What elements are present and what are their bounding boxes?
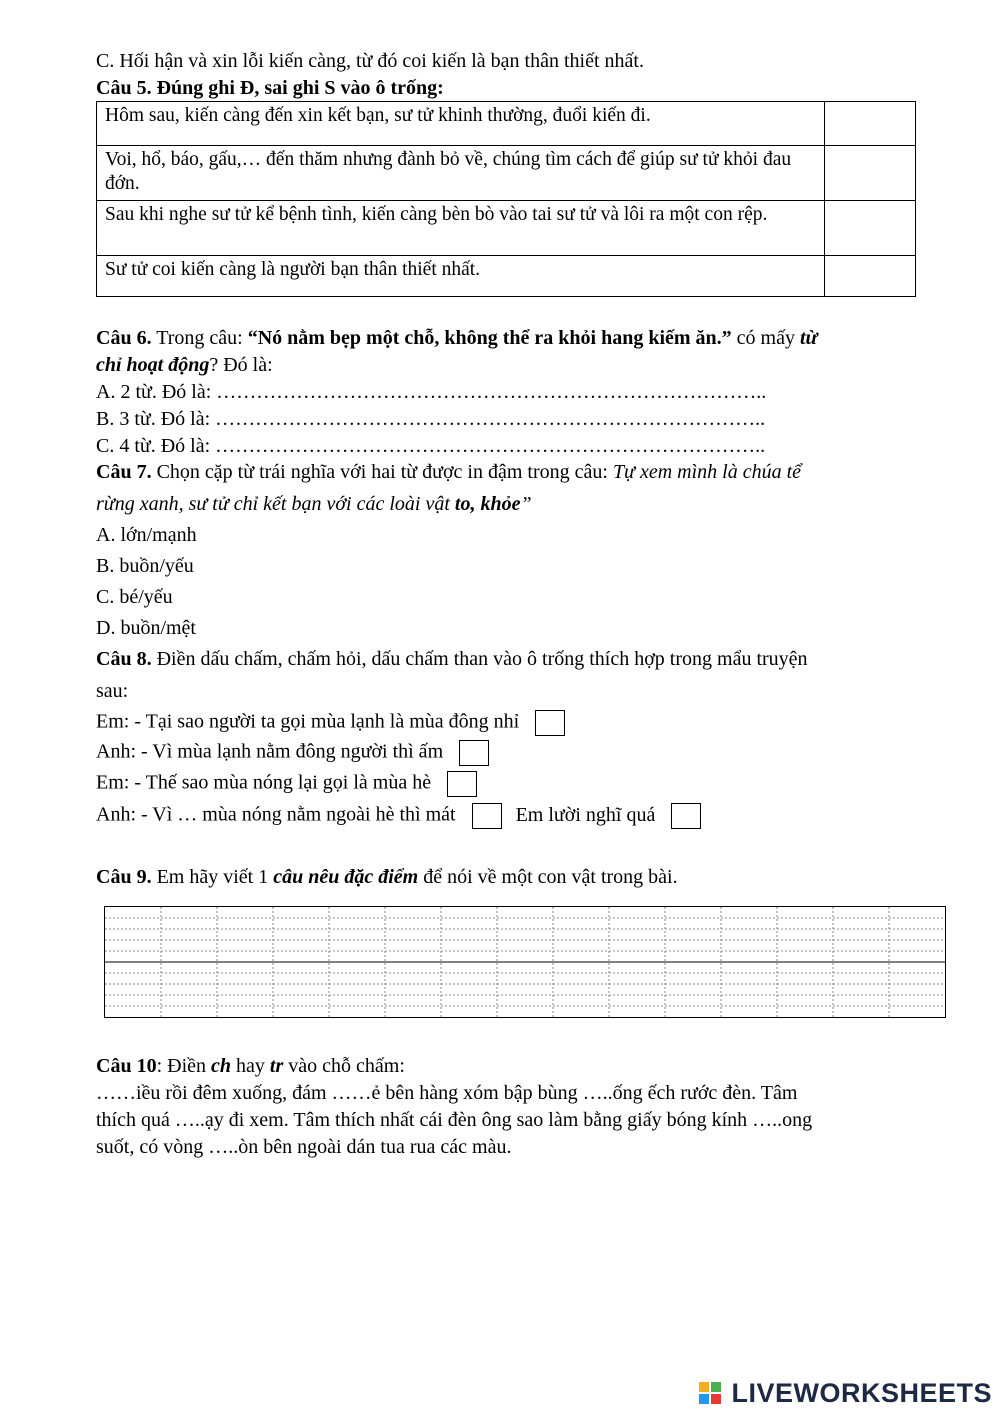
q6-option-b: B. 3 từ. Đó là: ……………………………………………………………………….. bbox=[96, 408, 766, 430]
q4-option-c: C. Hối hận và xin lỗi kiến càng, từ đó coi kiến là bạn thân thiết nhất. bbox=[96, 50, 644, 72]
statement-cell: Hôm sau, kiến càng đến xin kết bạn, sư tử khinh thường, đuổi kiến đi. bbox=[97, 102, 825, 146]
liveworksheets-logo-icon bbox=[699, 1382, 721, 1404]
statement-cell: Sau khi nghe sư tử kể bệnh tình, kiến càng bèn bò vào tai sư tử và lôi ra một con rệp. bbox=[97, 201, 825, 256]
writing-grid[interactable] bbox=[104, 906, 946, 1018]
statement-cell: Voi, hổ, báo, gấu,… đến thăm nhưng đành bỏ về, chúng tìm cách để giúp sư tử khỏi đau đớn. bbox=[97, 146, 825, 201]
q10-paragraph-line-3: suốt, có vòng …..òn bên ngoài dán tua rua các màu. bbox=[96, 1136, 512, 1158]
q7-option-c[interactable]: C. bé/yếu bbox=[96, 586, 173, 608]
q10-paragraph-line-2: thích quá …..ạy đi xem. Tâm thích nhất cái đèn ông sao làm bằng giấy bóng kính …..ong bbox=[96, 1109, 813, 1131]
answer-box[interactable] bbox=[825, 256, 916, 297]
q8-line-2: Anh: - Vì mùa lạnh nằm đông người thì ấm bbox=[96, 740, 489, 766]
answer-box[interactable] bbox=[825, 201, 916, 256]
statement-cell: Sư tử coi kiến càng là người bạn thân thiết nhất. bbox=[97, 256, 825, 297]
q7-option-b[interactable]: B. buồn/yếu bbox=[96, 555, 194, 577]
q10-paragraph-line-1: ……iều rồi đêm xuống, đám ……ẻ bên hàng xóm bập bùng …..ống ếch rước đèn. Tâm bbox=[96, 1082, 798, 1104]
q10-label: Câu 10 bbox=[96, 1055, 157, 1077]
table-row bbox=[97, 256, 916, 297]
q8-question-cont: sau: bbox=[96, 680, 129, 702]
liveworksheets-brand: LIVEWORKSHEETS bbox=[731, 1378, 992, 1408]
q8-line-1: Em: - Tại sao người ta gọi mùa lạnh là mùa đông nhỉ bbox=[96, 710, 565, 736]
q6-question-cont: chỉ hoạt động? Đó là: bbox=[96, 354, 273, 376]
q8-question: Câu 8. Điền dấu chấm, chấm hỏi, dấu chấm than vào ô trống thích hợp trong mẩu truyện bbox=[96, 648, 808, 670]
q6-option-a: A. 2 từ. Đó là: ……………………………………………………………………….. bbox=[96, 381, 767, 403]
q8-label: Câu 8. bbox=[96, 648, 152, 670]
punctuation-box[interactable] bbox=[671, 803, 701, 829]
punctuation-box[interactable] bbox=[472, 803, 502, 829]
q9-question: Câu 9. Em hãy viết 1 câu nêu đặc điểm để nói về một con vật trong bài. bbox=[96, 866, 678, 888]
q6-label: Câu 6. bbox=[96, 327, 152, 349]
writing-grid-lines bbox=[105, 907, 945, 1017]
q9-label: Câu 9. bbox=[96, 866, 152, 888]
punctuation-box[interactable] bbox=[535, 710, 565, 736]
answer-box[interactable] bbox=[825, 102, 916, 146]
q7-question-cont: rừng xanh, sư tử chỉ kết bạn với các loài vật to, khỏe” bbox=[96, 493, 532, 515]
q7-option-a[interactable]: A. lớn/mạnh bbox=[96, 524, 197, 546]
q6-option-c: C. 4 từ. Đó là: ……………………………………………………………………….. bbox=[96, 435, 766, 457]
q7-question: Câu 7. Chọn cặp từ trái nghĩa với hai từ được in đậm trong câu: Tự xem mình là chúa tể bbox=[96, 461, 802, 483]
punctuation-box[interactable] bbox=[459, 740, 489, 766]
q6-quote: “Nó nằm bẹp một chỗ, không thể ra khỏi hang kiếm ăn.” bbox=[247, 327, 732, 349]
q7-option-d[interactable]: D. buồn/mệt bbox=[96, 617, 196, 639]
table-row bbox=[97, 146, 916, 201]
q7-label: Câu 7. bbox=[96, 461, 152, 483]
q8-line-3: Em: - Thế sao mùa nóng lại gọi là mùa hè bbox=[96, 771, 477, 797]
table-row bbox=[97, 102, 916, 146]
q5-title: Câu 5. Đúng ghi Đ, sai ghi S vào ô trống: bbox=[96, 77, 444, 99]
table-row bbox=[97, 201, 916, 256]
true-false-table bbox=[96, 101, 916, 297]
q6-question: Câu 6. Trong câu: “Nó nằm bẹp một chỗ, không thể ra khỏi hang kiếm ăn.” có mấy từ bbox=[96, 327, 818, 349]
q8-line-4: Anh: - Vì … mùa nóng nằm ngoài hè thì mát Em lười nghĩ quá bbox=[96, 803, 701, 829]
answer-box[interactable] bbox=[825, 146, 916, 201]
q10-question: Câu 10: Điền ch hay tr vào chỗ chấm: bbox=[96, 1055, 405, 1077]
punctuation-box[interactable] bbox=[447, 771, 477, 797]
